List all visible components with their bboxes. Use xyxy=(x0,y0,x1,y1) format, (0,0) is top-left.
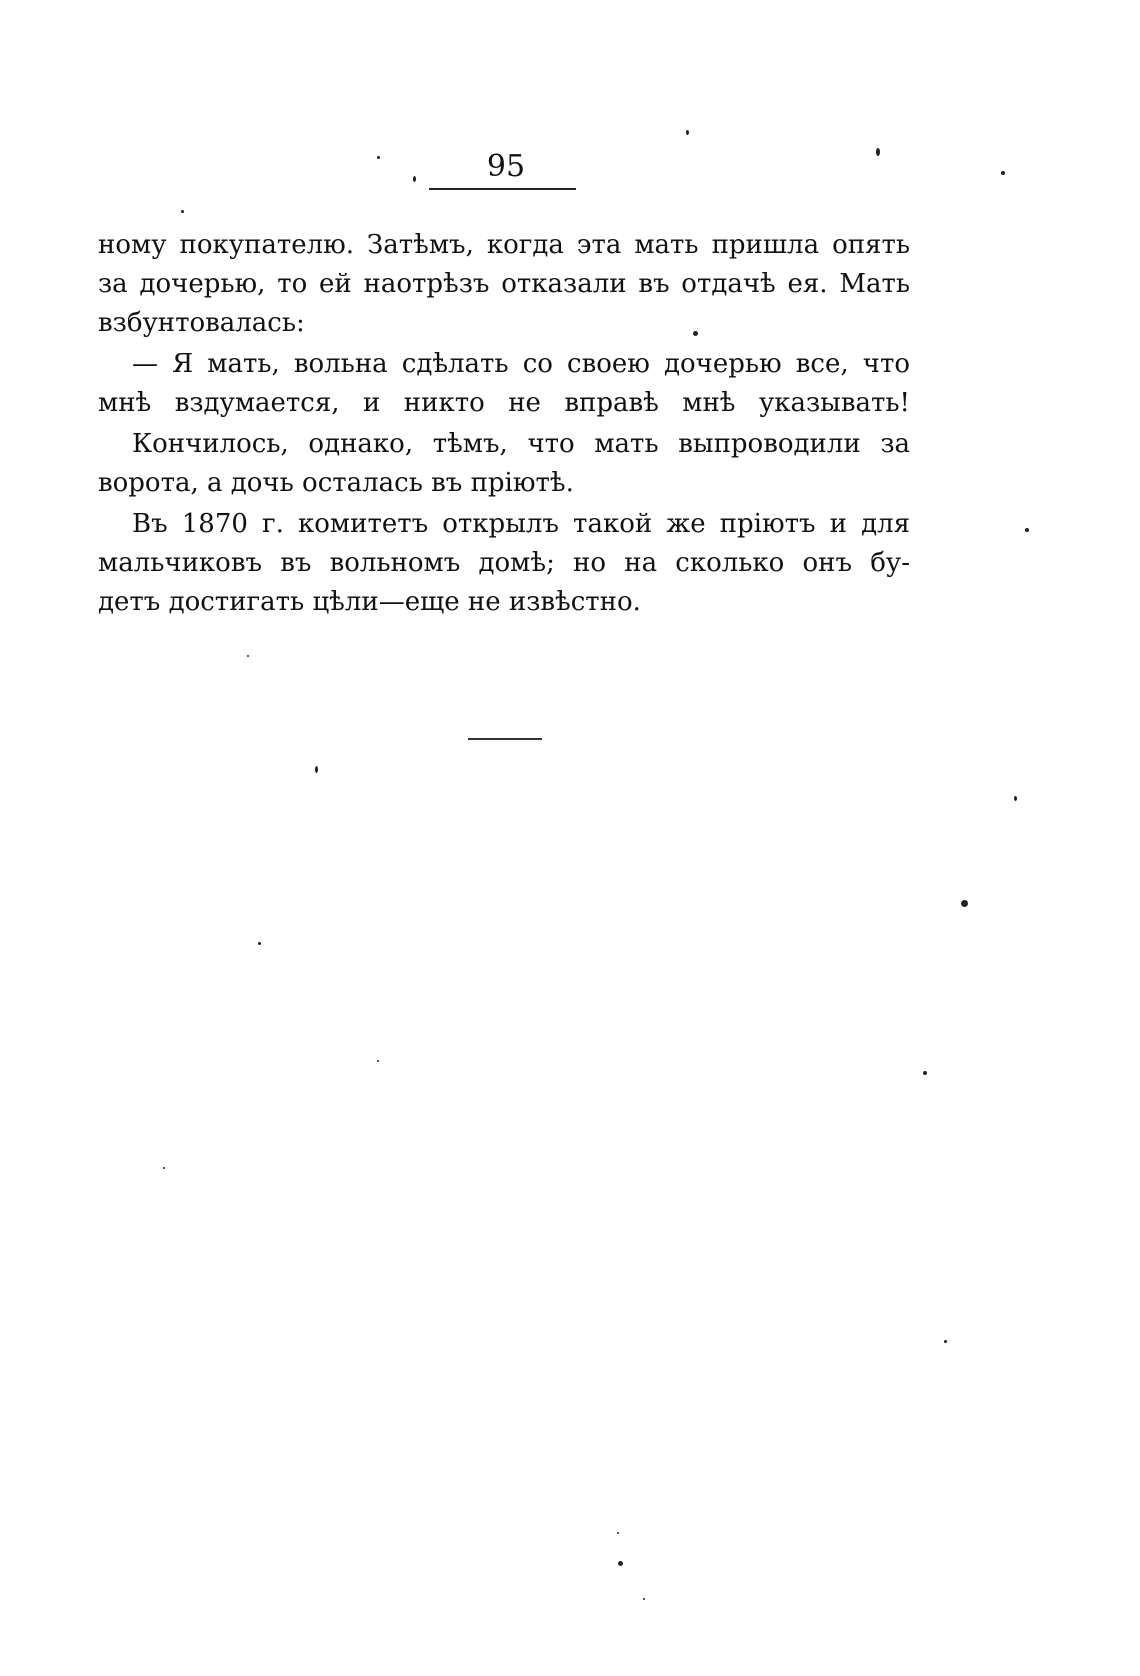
scan-speck xyxy=(1014,796,1017,801)
text-line: детъ достигать цѣли—еще не извѣстно. xyxy=(98,587,641,617)
header-rule xyxy=(429,188,576,190)
paragraph-2 xyxy=(98,345,910,423)
scan-speck xyxy=(1025,528,1029,532)
scan-speck xyxy=(686,130,689,135)
text-line: взбунтовалась: xyxy=(98,308,305,338)
text-line: мнѣ вздумается, и никто не вправѣ мнѣ указывать! xyxy=(98,388,910,418)
text-line: ному покупателю. Затѣмъ, когда эта мать пришла опять xyxy=(98,230,910,260)
scan-speck xyxy=(377,156,380,159)
scan-speck xyxy=(923,1071,927,1075)
scan-speck xyxy=(876,148,880,156)
paragraph-4 xyxy=(98,505,910,622)
end-rule xyxy=(468,738,542,740)
text-line: за дочерью, то ей наотрѣзъ отказали въ отдачѣ ея. Мать xyxy=(98,269,910,299)
scan-speck xyxy=(617,1532,619,1534)
paragraph-1 xyxy=(98,226,910,343)
text-line: ворота, а дочь осталась въ пріютѣ. xyxy=(98,468,574,498)
text-line: Въ 1870 г. комитетъ открылъ такой же пріютъ и для xyxy=(132,509,910,539)
text-line: мальчиковъ въ вольномъ домѣ; но на сколько онъ бу- xyxy=(98,548,910,578)
scan-speck xyxy=(258,942,261,945)
scan-speck xyxy=(315,766,318,773)
text-line: — Я мать, вольна сдѣлать со своею дочерью все, что xyxy=(132,349,910,379)
scan-speck xyxy=(181,210,184,213)
scan-speck xyxy=(413,176,416,182)
scan-speck xyxy=(1001,171,1005,175)
paragraph-3 xyxy=(98,425,910,503)
scan-speck xyxy=(961,900,968,907)
text-line: Кончилось, однако, тѣмъ, что мать выпроводили за xyxy=(132,429,910,459)
scan-speck xyxy=(618,1561,623,1566)
scan-speck xyxy=(944,1340,947,1343)
scan-speck xyxy=(693,331,698,336)
scan-speck xyxy=(247,655,249,657)
page-number: 95 xyxy=(486,149,526,184)
scan-speck xyxy=(643,1598,645,1600)
scan-speck xyxy=(163,1167,165,1169)
scan-speck xyxy=(377,1060,379,1062)
body-text xyxy=(98,226,910,622)
